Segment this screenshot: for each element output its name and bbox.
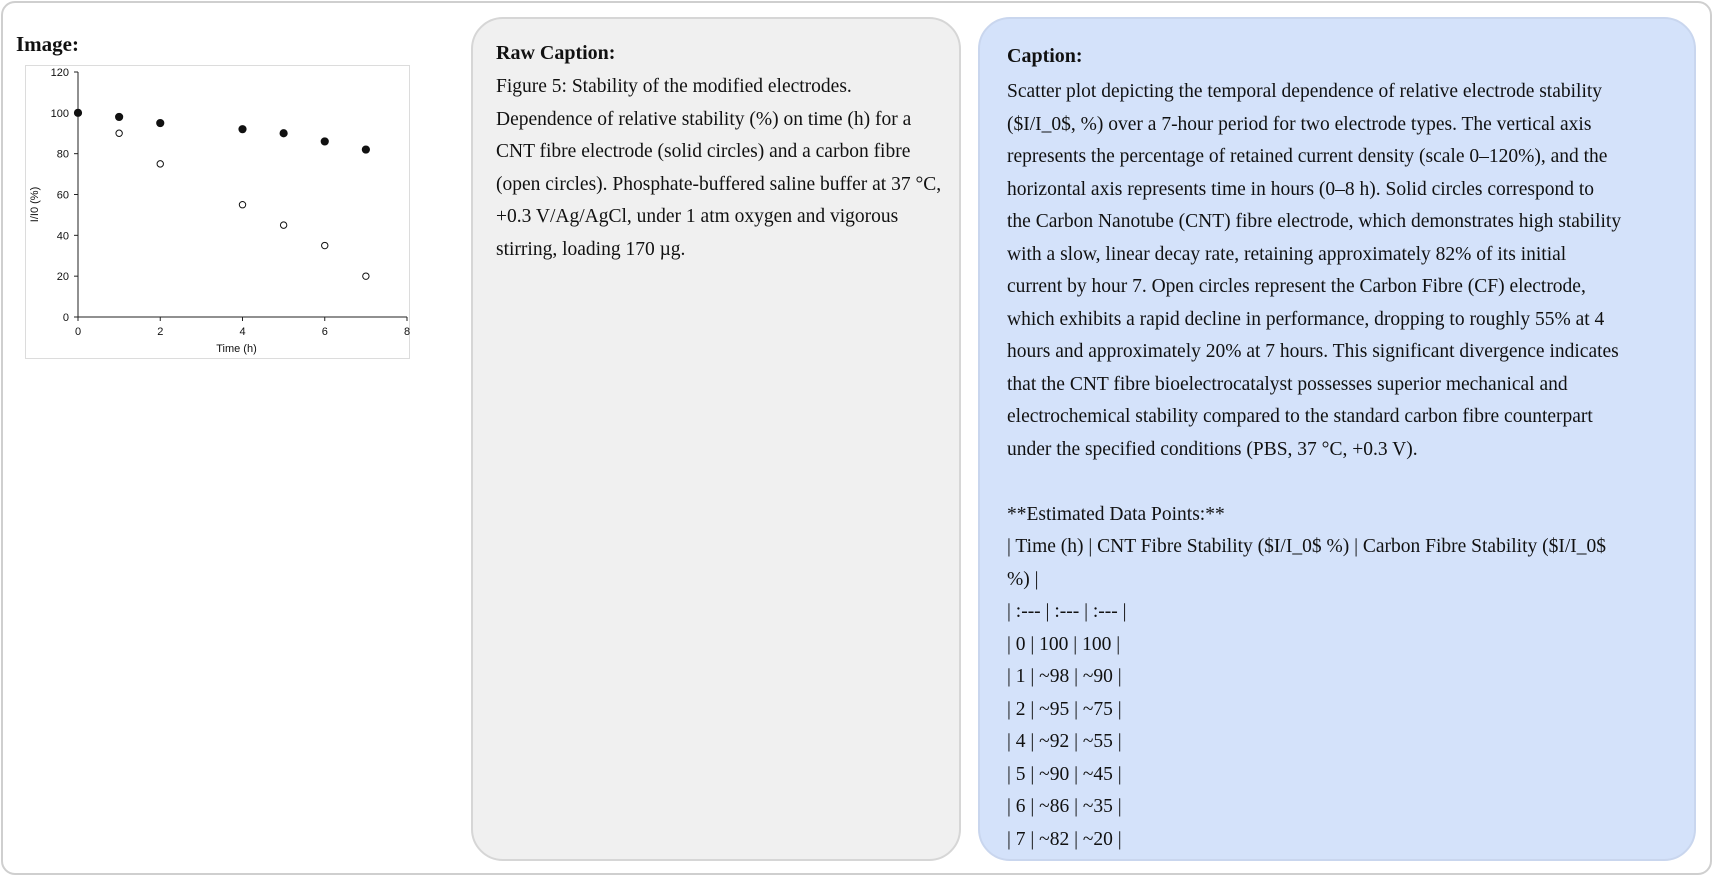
caption-text: [1007, 76, 1687, 856]
caption-line: | 7 | ~82 | ~20 |: [1007, 828, 1122, 850]
carbon-fibre-point: [280, 222, 286, 228]
raw-caption-text: Figure 5: Stability of the modified electrodes. Dependence of relative stability (%) on time (h) for a CNT fibre electrode (solid circles) and a carbon fibre (open circles). Phosphate-buffered saline buffer at 37 °C, +0.3 V/Ag/AgCl, under 1 atm oxygen and vigorous stirring, loading 170 µg.: [496, 76, 947, 260]
x-tick-label: 2: [157, 326, 164, 338]
chart-container: [25, 65, 410, 359]
cnt-fibre-point: [74, 109, 81, 116]
x-tick-label: 6: [321, 326, 328, 338]
caption-line: | 2 | ~95 | ~75 |: [1007, 698, 1122, 720]
caption-line: [1007, 466, 1687, 499]
y-axis-label: I/I0 (%): [29, 186, 41, 223]
caption-line: the Carbon Nanotube (CNT) fibre electrode, which demonstrates high stability: [1007, 211, 1622, 232]
caption-line: | 1 | ~98 | ~90 |: [1007, 666, 1122, 687]
y-tick-label: 20: [56, 271, 69, 284]
caption-line: %) |: [1007, 568, 1039, 590]
cnt-fibre-point: [362, 146, 369, 153]
carbon-fibre-point: [157, 161, 163, 167]
caption-line: ($I/I_0$, %) over a 7-hour period for two electrode types. The vertical axis: [1007, 113, 1592, 135]
cnt-fibre-point: [239, 126, 246, 133]
caption-line: | Time (h) | CNT Fibre Stability ($I/I_0$ %) | Carbon Fibre Stability ($I/I_0$: [1007, 536, 1607, 557]
caption-line: current by hour 7. Open circles represent the Carbon Fibre (CF) electrode,: [1007, 276, 1586, 297]
caption-line: with a slow, linear decay rate, retaining approximately 82% of its initial: [1007, 243, 1567, 265]
caption-line: | 5 | ~90 | ~45 |: [1007, 763, 1122, 785]
x-axis-label: Time (h): [216, 343, 257, 355]
caption-line: | :--- | :--- | :--- |: [1007, 601, 1127, 622]
caption-line: | 0 | 100 | 100 |: [1007, 633, 1121, 655]
caption-line: that the CNT fibre bioelectrocatalyst possesses superior mechanical and: [1007, 373, 1568, 395]
caption-line: represents the percentage of retained current density (scale 0–120%), and the: [1007, 146, 1608, 167]
caption-line: | 6 | ~86 | ~35 |: [1007, 796, 1122, 817]
cnt-fibre-point: [280, 130, 287, 137]
caption-heading: Caption:: [1007, 45, 1083, 67]
y-tick-label: 100: [50, 107, 69, 120]
caption-line: **Estimated Data Points:**: [1007, 503, 1225, 525]
caption-line: hours and approximately 20% at 7 hours. This significant divergence indicates: [1007, 341, 1619, 362]
y-tick-label: 80: [56, 148, 69, 161]
raw-caption-heading: Raw Caption:: [496, 42, 616, 64]
scatter-chart: [26, 66, 411, 360]
caption-line: which exhibits a rapid decline in performance, dropping to roughly 55% at 4: [1007, 308, 1605, 330]
x-tick-label: 0: [74, 326, 82, 338]
cnt-fibre-point: [157, 119, 164, 126]
image-label: Image:: [16, 32, 79, 56]
caption-panel: [978, 17, 1696, 861]
carbon-fibre-point: [363, 273, 369, 279]
carbon-fibre-point: [239, 202, 245, 208]
y-tick-label: 40: [56, 230, 69, 243]
carbon-fibre-point: [322, 242, 328, 248]
y-tick-label: 60: [56, 189, 69, 202]
carbon-fibre-point: [116, 130, 122, 136]
caption-line: electrochemical stability compared to the standard carbon fibre counterpart: [1007, 406, 1593, 427]
caption-line: under the specified conditions (PBS, 37 °C, +0.3 V).: [1007, 438, 1418, 460]
y-tick-label: 120: [50, 67, 69, 79]
x-tick-label: 4: [239, 326, 246, 338]
cnt-fibre-point: [321, 138, 328, 145]
cnt-fibre-point: [116, 113, 123, 120]
caption-line: horizontal axis represents time in hours (0–8 h). Solid circles correspond to: [1007, 178, 1595, 200]
caption-line: Scatter plot depicting the temporal dependence of relative electrode stability: [1007, 81, 1603, 102]
x-tick-label: 8: [403, 326, 411, 338]
y-tick-label: 0: [62, 312, 69, 324]
raw-caption-panel: [471, 17, 961, 861]
caption-line: | 4 | ~92 | ~55 |: [1007, 731, 1122, 752]
